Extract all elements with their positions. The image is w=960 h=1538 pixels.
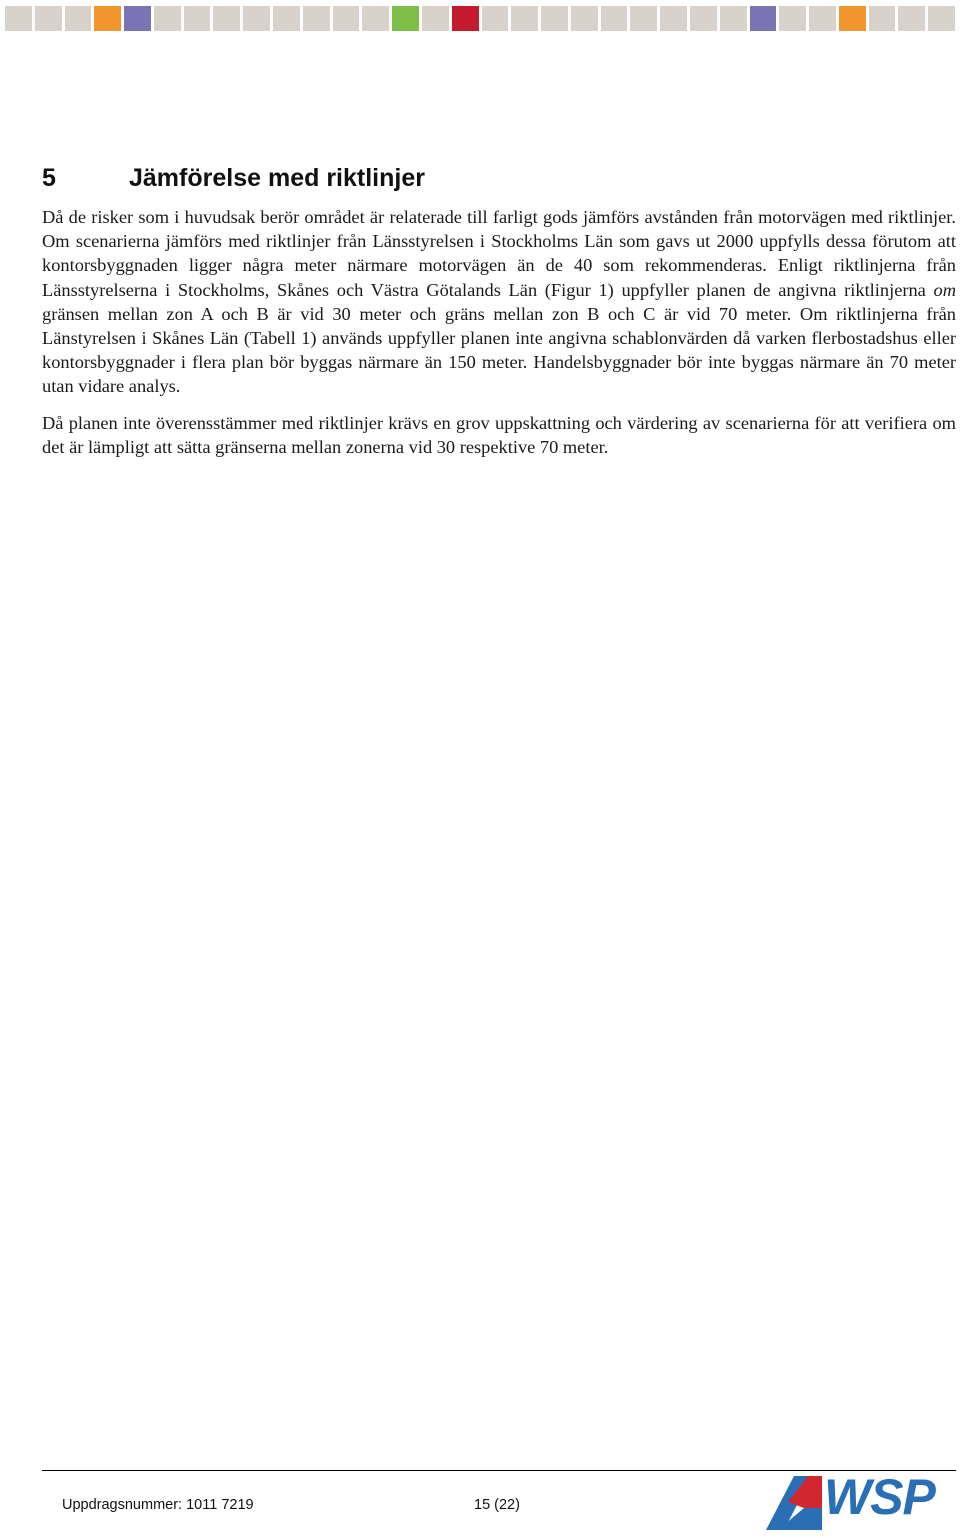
- footer-assignment-number: Uppdragsnummer: 1011 7219: [62, 1497, 254, 1513]
- color-strip-square: [452, 6, 479, 31]
- color-strip-square: [779, 6, 806, 31]
- color-strip-square: [184, 6, 211, 31]
- color-strip-square: [928, 6, 955, 31]
- color-strip-square: [5, 6, 32, 31]
- footer-page-number: 15 (22): [474, 1497, 520, 1513]
- color-strip-square: [273, 6, 300, 31]
- wsp-logo-wordmark: WSP: [824, 1469, 935, 1525]
- color-strip-square: [333, 6, 360, 31]
- paragraph-1-text-b: gränsen mellan zon A och B är vid 30 meter och gräns mellan zon B och C är vid 70 meter. Om riktlinjerna från Länstyrelsen i Skånes Län (Tabell 1) används uppfyller planen inte angivna schablonvärden då varken flerbostadshus eller kontorsbyggnader i flera plan bör byggas närmare än 150 meter. Handelsbyggnader bör inte byggas närmare än 70 meter utan vidare analys.: [42, 303, 956, 397]
- wsp-logo-mark-icon: [766, 1476, 822, 1530]
- color-strip-square: [392, 6, 419, 31]
- color-strip-square: [750, 6, 777, 31]
- paragraph-2: Då planen inte överensstämmer med riktlinjer krävs en grov uppskattning och värdering av scenarierna för att verifiera om det är lämpligt att sätta gränserna mellan zonerna vid 30 respektive 70 meter.: [42, 412, 956, 457]
- section-heading: [42, 163, 425, 193]
- paragraph-1: [42, 205, 956, 399]
- color-strip-square: [869, 6, 896, 31]
- color-strip-square: [303, 6, 330, 31]
- color-strip-square: [154, 6, 181, 31]
- color-strip-square: [213, 6, 240, 31]
- color-strip-square: [65, 6, 92, 31]
- section-body: [42, 205, 956, 471]
- color-strip-square: [35, 6, 62, 31]
- color-strip-square: [898, 6, 925, 31]
- section-title: Jämförelse med riktlinjer: [129, 164, 425, 192]
- decorative-color-strip: [5, 6, 955, 31]
- color-strip-square: [690, 6, 717, 31]
- color-strip-square: [94, 6, 121, 31]
- color-strip-square: [124, 6, 151, 31]
- color-strip-square: [362, 6, 389, 31]
- color-strip-square: [630, 6, 657, 31]
- paragraph-1-emphasis: om: [933, 279, 956, 300]
- color-strip-square: [571, 6, 598, 31]
- wsp-logo: [764, 1468, 958, 1532]
- section-number: 5: [42, 164, 56, 192]
- color-strip-square: [482, 6, 509, 31]
- color-strip-square: [601, 6, 628, 31]
- color-strip-square: [541, 6, 568, 31]
- color-strip-square: [720, 6, 747, 31]
- color-strip-square: [809, 6, 836, 31]
- color-strip-square: [660, 6, 687, 31]
- color-strip-square: [839, 6, 866, 31]
- color-strip-square: [243, 6, 270, 31]
- color-strip-square: [422, 6, 449, 31]
- color-strip-square: [511, 6, 538, 31]
- paragraph-1-text-a: Då de risker som i huvudsak berör området är relaterade till farligt gods jämförs avstånden från motorvägen med riktlinjer. Om scenarierna jämförs med riktlinjer från Länsstyrelsen i Stockholms Län som gavs ut 2000 uppfylls dessa förutom att kontorsbyggnaden ligger några meter närmare motorvägen än de 40 som rekommenderas. Enligt riktlinjerna från Länsstyrelserna i Stockholms, Skånes och Västra Götalands Län (Figur 1) uppfyller planen de angivna riktlinjerna: [42, 207, 956, 300]
